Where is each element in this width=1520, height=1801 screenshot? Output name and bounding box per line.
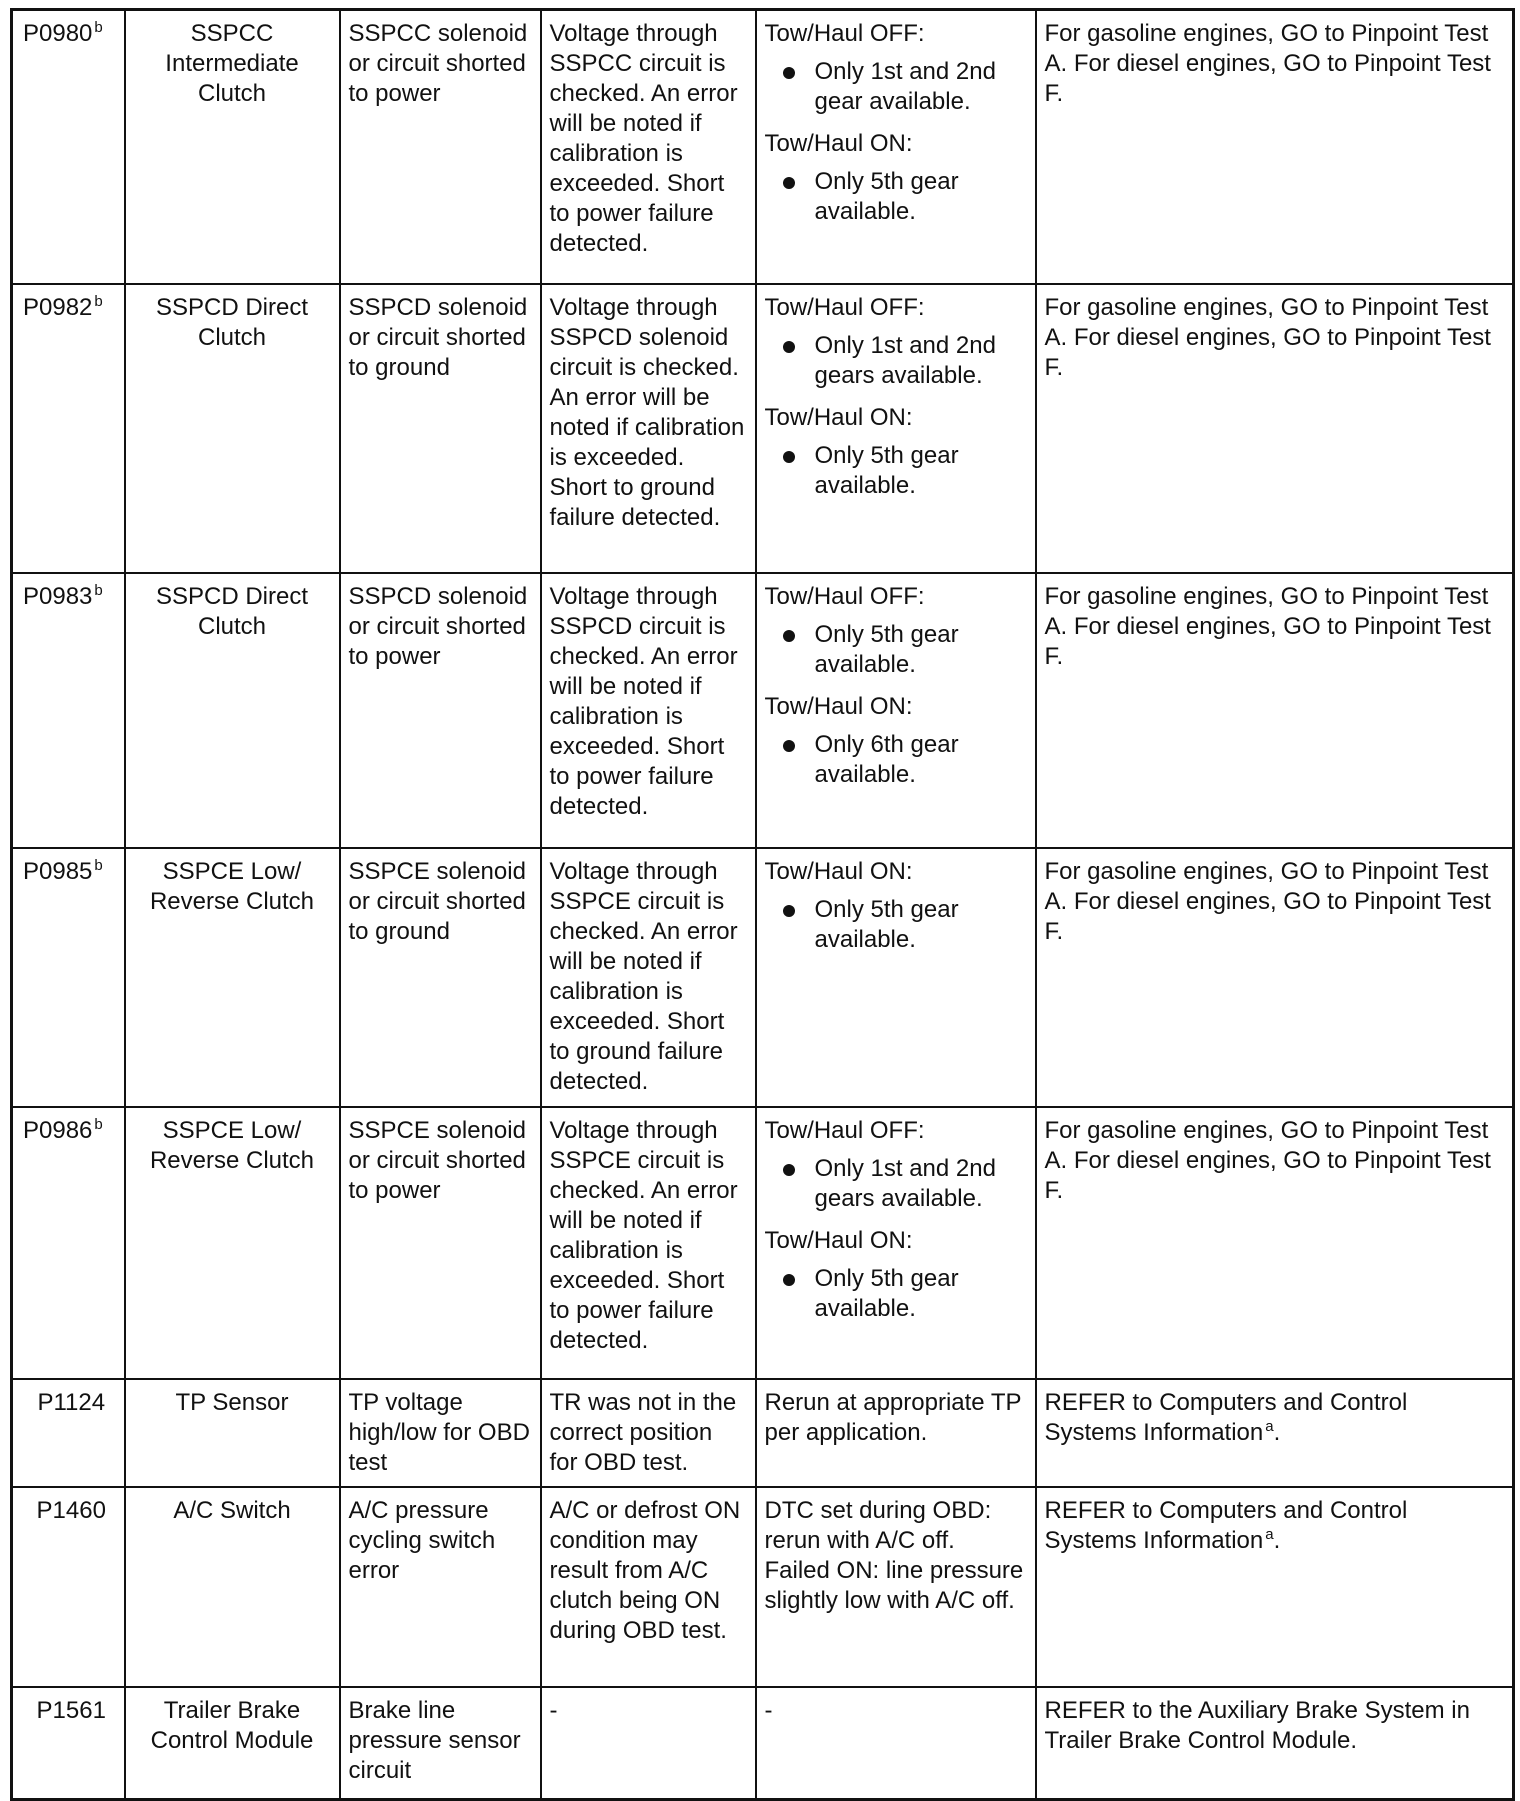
footnote-marker: b — [94, 856, 103, 874]
action-text: REFER to Computers and Control Systems Information — [1044, 1496, 1408, 1554]
dtc-code-cell — [12, 1487, 125, 1687]
condition-cell: TR was not in the correct position for OBD test. — [541, 1379, 756, 1487]
component-cell: SSPCE Low/ Reverse Clutch — [125, 1107, 340, 1379]
condition-cell: Voltage through SSPCE circuit is checked. An error will be noted if calibration is exceeded. Short to ground failure detected. — [541, 848, 756, 1107]
symptom-cell — [756, 848, 1036, 1107]
component-cell: SSPCE Low/ Reverse Clutch — [125, 848, 340, 1107]
dtc-code-cell — [12, 10, 125, 284]
symptom-cell: DTC set during OBD: rerun with A/C off. Failed ON: line pressure slightly low with A/C off. — [756, 1487, 1036, 1687]
footnote-marker: b — [94, 292, 103, 310]
tow-haul-condition — [765, 692, 1027, 790]
condition-cell: Voltage through SSPCD circuit is checked. An error will be noted if calibration is exceeded. Short to power failure detected. — [541, 573, 756, 848]
tow-haul-condition — [765, 403, 1027, 501]
tow-haul-label: Tow/Haul OFF: — [764, 20, 925, 47]
footnote-marker: a — [1265, 1417, 1274, 1435]
action-cell — [1036, 573, 1514, 848]
description-cell: SSPCC solenoid or circuit shorted to power — [340, 10, 541, 284]
table-row — [12, 1379, 1514, 1487]
action-cell — [1036, 284, 1514, 573]
action-cell — [1036, 848, 1514, 1107]
action-text: For gasoline engines, GO to Pinpoint Test A. For diesel engines, GO to Pinpoint Test F. — [1044, 582, 1491, 670]
description-cell: Brake line pressure sensor circuit — [340, 1687, 541, 1800]
action-cell — [1036, 1487, 1514, 1687]
action-cell — [1036, 1687, 1514, 1800]
dtc-code: P1460 — [36, 1496, 106, 1524]
gear-list-item: Only 5th gear available. — [815, 441, 1027, 501]
description-cell: SSPCD solenoid or circuit shorted to ground — [340, 284, 541, 573]
condition-cell: Voltage through SSPCC circuit is checked. An error will be noted if calibration is exceeded. Short to power failure detected. — [541, 10, 756, 284]
gear-list — [765, 895, 1027, 955]
action-text: For gasoline engines, GO to Pinpoint Test A. For diesel engines, GO to Pinpoint Test F. — [1044, 20, 1491, 107]
gear-list-item: Only 1st and 2nd gear available. — [815, 57, 1027, 117]
dtc-document — [10, 8, 1512, 1801]
condition-cell: Voltage through SSPCD solenoid circuit is checked. An error will be noted if calibration is exceeded. Short to ground failure detected. — [541, 284, 756, 573]
symptom-cell — [756, 573, 1036, 848]
condition-cell: A/C or defrost ON condition may result from A/C clutch being ON during OBD test. — [541, 1487, 756, 1687]
dtc-table-body — [12, 10, 1514, 1800]
action-text: For gasoline engines, GO to Pinpoint Test A. For diesel engines, GO to Pinpoint Test F. — [1044, 1116, 1491, 1204]
gear-list-item: Only 1st and 2nd gears available. — [815, 331, 1027, 391]
gear-list — [765, 167, 1027, 227]
gear-list-item: Only 5th gear available. — [815, 1264, 1027, 1324]
gear-list — [765, 57, 1027, 117]
tow-haul-label: Tow/Haul OFF: — [764, 293, 925, 321]
action-cell — [1036, 1379, 1514, 1487]
tow-haul-condition — [765, 129, 1027, 227]
symptom-cell — [756, 1107, 1036, 1379]
dtc-code: P1124 — [37, 1388, 106, 1416]
action-text: REFER to the Auxiliary Brake System in Trailer Brake Control Module. — [1044, 1696, 1470, 1754]
action-text: REFER to Computers and Control Systems Information — [1044, 1388, 1408, 1446]
gear-list-item: Only 5th gear available. — [815, 620, 1027, 680]
component-cell: SSPCC Intermediate Clutch — [125, 10, 340, 284]
dtc-code: P0982 — [23, 293, 93, 321]
table-row — [12, 1487, 1514, 1687]
tow-haul-condition — [765, 1116, 1027, 1214]
condition-cell: Voltage through SSPCE circuit is checked. An error will be noted if calibration is exceeded. Short to power failure detected. — [541, 1107, 756, 1379]
action-text-tail: . — [1273, 1418, 1281, 1446]
table-row — [12, 1107, 1514, 1379]
symptom-cell: - — [756, 1687, 1036, 1800]
table-row — [12, 284, 1514, 573]
table-row — [12, 848, 1514, 1107]
table-row — [12, 10, 1514, 284]
tow-haul-condition — [765, 582, 1027, 680]
component-cell: SSPCD Direct Clutch — [125, 573, 340, 848]
gear-list — [765, 1154, 1027, 1214]
dtc-code-cell — [12, 1687, 125, 1800]
condition-cell: - — [541, 1687, 756, 1800]
action-text-tail: . — [1273, 1526, 1281, 1554]
dtc-code-cell — [12, 1107, 125, 1379]
gear-list-item: Only 1st and 2nd gears available. — [815, 1154, 1027, 1214]
tow-haul-label: Tow/Haul ON: — [764, 857, 913, 885]
description-cell: A/C pressure cycling switch error — [340, 1487, 541, 1687]
dtc-code: P1561 — [36, 1696, 106, 1724]
gear-list-item: Only 5th gear available. — [815, 167, 1027, 227]
tow-haul-label: Tow/Haul OFF: — [764, 1116, 925, 1144]
action-cell — [1036, 10, 1514, 284]
footnote-marker: b — [94, 19, 103, 36]
component-cell: Trailer Brake Control Module — [125, 1687, 340, 1800]
tow-haul-label: Tow/Haul ON: — [764, 403, 913, 431]
dtc-code: P0985 — [23, 857, 93, 885]
dtc-code-cell — [12, 1379, 125, 1487]
component-cell: SSPCD Direct Clutch — [125, 284, 340, 573]
dtc-code: P0983 — [23, 582, 93, 610]
dtc-code: P0986 — [23, 1116, 93, 1144]
action-text: For gasoline engines, GO to Pinpoint Test A. For diesel engines, GO to Pinpoint Test F. — [1044, 293, 1491, 381]
dtc-table — [10, 8, 1515, 1801]
tow-haul-label: Tow/Haul ON: — [764, 1226, 913, 1254]
tow-haul-condition — [765, 1226, 1027, 1324]
action-cell — [1036, 1107, 1514, 1379]
footnote-marker: a — [1265, 1525, 1274, 1543]
tow-haul-condition — [765, 19, 1027, 117]
dtc-code-cell — [12, 848, 125, 1107]
symptom-cell — [756, 284, 1036, 573]
description-cell: SSPCE solenoid or circuit shorted to power — [340, 1107, 541, 1379]
dtc-code-cell — [12, 573, 125, 848]
tow-haul-label: Tow/Haul OFF: — [764, 582, 925, 610]
gear-list — [765, 730, 1027, 790]
gear-list — [765, 620, 1027, 680]
tow-haul-condition — [765, 857, 1027, 955]
gear-list — [765, 331, 1027, 391]
gear-list-item: Only 6th gear available. — [815, 730, 1027, 790]
dtc-code: P0980 — [23, 20, 93, 47]
gear-list-item: Only 5th gear available. — [815, 895, 1027, 955]
tow-haul-label: Tow/Haul ON: — [764, 130, 913, 157]
symptom-cell: Rerun at appropriate TP per application. — [756, 1379, 1036, 1487]
description-cell: TP voltage high/low for OBD test — [340, 1379, 541, 1487]
tow-haul-label: Tow/Haul ON: — [764, 692, 913, 720]
description-cell: SSPCD solenoid or circuit shorted to power — [340, 573, 541, 848]
component-cell: TP Sensor — [125, 1379, 340, 1487]
footnote-marker: b — [94, 581, 103, 599]
table-row — [12, 573, 1514, 848]
gear-list — [765, 1264, 1027, 1324]
symptom-cell — [756, 10, 1036, 284]
component-cell: A/C Switch — [125, 1487, 340, 1687]
dtc-code-cell — [12, 284, 125, 573]
table-row — [12, 1687, 1514, 1800]
description-cell: SSPCE solenoid or circuit shorted to ground — [340, 848, 541, 1107]
action-text: For gasoline engines, GO to Pinpoint Test A. For diesel engines, GO to Pinpoint Test F. — [1044, 857, 1491, 945]
footnote-marker: b — [94, 1115, 103, 1133]
gear-list — [765, 441, 1027, 501]
tow-haul-condition — [765, 293, 1027, 391]
